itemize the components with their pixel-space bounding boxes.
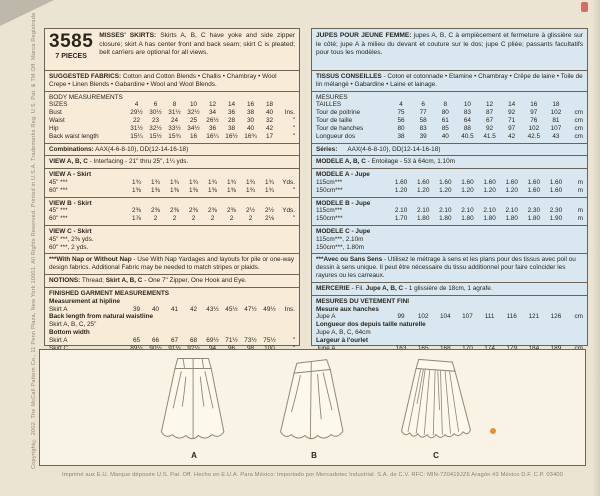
table-cell: 18 (552, 101, 560, 109)
view-c-line: 45" ***, 2⅜ yds. (49, 235, 94, 243)
table-cell: 42 (189, 305, 198, 313)
table-cell: 1¾ (246, 178, 255, 186)
table-cell: 2 (191, 215, 196, 223)
table-cell: 67 (486, 117, 494, 125)
table-cell: 97 (530, 109, 538, 117)
table-cell: 34½ (187, 124, 200, 132)
table-cell: 1.60 (549, 186, 563, 194)
table-cell: 104 (439, 313, 451, 321)
table-cell: 1⅜ (189, 186, 198, 194)
table-cell: 1¾ (227, 178, 236, 186)
table-cell: 23 (151, 117, 160, 125)
table-cell: 4 (134, 101, 139, 109)
table-cell: 71½ (225, 336, 238, 344)
paper-edge-shade (592, 0, 600, 496)
table-cell: 1.60 (483, 178, 496, 186)
table-cell: 2.10 (416, 207, 430, 215)
modele-c-line: 115cm***, 2.10m (316, 235, 364, 243)
description-text-en: Skirts A, B, C have yoke and side zipper closure; skirt A has center front and back seam; skirt C is pleated; belt carriers are optional for all views. (99, 32, 295, 57)
table-cell: 40.5 (461, 132, 474, 140)
table-cell: 1.90 (549, 215, 563, 223)
table-cell: 2.30 (527, 207, 541, 215)
table-cell: 2 (229, 215, 234, 223)
french-panel (311, 28, 588, 346)
table-cell: 1.60 (527, 178, 541, 186)
table-cell: 1.60 (505, 178, 518, 186)
table-cell: 30 (246, 117, 255, 125)
notions-section: NOTIONS: Thread; Skirt A, B, C - One 7" Zipper, One Hook and Eye. (45, 275, 299, 288)
table-cell: 80 (397, 124, 405, 132)
modele-c-section (312, 226, 587, 254)
table-cell: 16 (246, 101, 255, 109)
table-cell: 1¾ (189, 178, 198, 186)
bottom-width-label: Bottom width (49, 328, 90, 336)
view-a-title: VIEW A - Skirt (49, 171, 92, 179)
table-cell: 102 (417, 313, 429, 321)
table-cell: 1.60 (461, 178, 474, 186)
table-cell: 49½ (263, 305, 276, 313)
table-cell: 2⅜ (151, 207, 160, 215)
table-cell: 2⅛ (265, 215, 274, 223)
view-b-title: VIEW B - Skirt (49, 199, 92, 207)
table-cell: 2⅜ (189, 207, 198, 215)
table-cell: 1.60 (527, 186, 541, 194)
table-cell: 2.10 (505, 207, 518, 215)
table-cell: 1¾ (132, 178, 141, 186)
hipline-label: Measurement at hipline (49, 297, 121, 305)
mesures-section (312, 92, 587, 144)
table-cell: 1¾ (151, 178, 160, 186)
skirt-a-figure (144, 354, 244, 460)
photo-corner-shade (0, 0, 54, 26)
table-cell: 2.10 (461, 207, 474, 215)
table-cell: 85 (441, 124, 449, 132)
table-cell: 33½ (168, 124, 181, 132)
table-row-waist: Waist 22 23 24 25 26½ 28 30 32 " (49, 117, 295, 125)
table-cell: 32 (265, 117, 274, 125)
table-cell: 16¼ (206, 132, 219, 140)
table-cell: 43 (552, 132, 560, 140)
table-cell: 38 (227, 124, 236, 132)
longueur-dos-label: Longueur dos depuis taille naturelle (316, 321, 426, 329)
table-cell: 1⅜ (151, 186, 160, 194)
back-length-value: Skirt A, B, C, 25" (49, 321, 97, 329)
table-cell: 42.5 (527, 132, 541, 140)
table-row: 150cm*** 1.20 1.20 1.20 1.20 1.20 1.20 1.60 1.60 m (316, 186, 583, 194)
table-cell: 102 (528, 124, 540, 132)
table-cell: 1.60 (416, 178, 430, 186)
description-text-fr: jupes A, B, C à empiècement et fermeture à glissière sur le côté; jupe A à milieu du devant et couture sur le dos; jupe C pliée; passants facultatifs pour tous les modèles. (316, 32, 583, 57)
table-cell: 1.80 (416, 215, 430, 223)
skirt-b-figure (264, 356, 364, 460)
table-cell: 66 (151, 336, 160, 344)
table-cell: 16½ (225, 132, 238, 140)
table-cell: 2 (248, 215, 253, 223)
table-cell: 76 (530, 117, 538, 125)
table-cell: 1¾ (265, 178, 274, 186)
table-cell: 8 (443, 101, 448, 109)
table-cell: 22 (132, 117, 141, 125)
table-cell: 1⅜ (132, 186, 141, 194)
table-cell: 2 (210, 215, 215, 223)
table-cell: 65 (132, 336, 141, 344)
table-cell: 40 (246, 124, 255, 132)
table-cell: 31½ (130, 124, 143, 132)
table-cell: 2.10 (483, 207, 496, 215)
table-row: 45" *** 2⅜ 2⅜ 2⅜ 2⅜ 2⅜ 2⅜ 2½ 2½ Yds. (49, 207, 295, 215)
table-cell: 1.80 (461, 215, 474, 223)
table-cell: 1⅜ (170, 186, 179, 194)
body-measurements-section (45, 92, 299, 144)
skirt-c-label: C (433, 451, 439, 460)
table-cell: 69½ (206, 336, 219, 344)
table-cell: 17 (265, 132, 274, 140)
finished-title: FINISHED GARMENT MEASUREMENTS (49, 289, 170, 297)
table-cell: 14 (227, 101, 236, 109)
table-cell: 2⅜ (170, 207, 179, 215)
skirt-a-label: A (191, 451, 197, 460)
table-cell: 1.80 (505, 215, 518, 223)
table-cell: 1.60 (439, 178, 452, 186)
skirt-a-drawing (146, 354, 242, 450)
table-cell: 24 (170, 117, 179, 125)
table-row-width-a: Skirt A 65 66 67 68 69½ 71½ 73½ 75½ " (49, 336, 295, 344)
table-cell: 2.30 (549, 207, 563, 215)
table-cell: 1.20 (461, 186, 474, 194)
table-cell: 16¾ (244, 132, 257, 140)
table-cell: 4 (399, 101, 403, 109)
table-cell: 38 (246, 109, 255, 117)
table-row-back-waist: Back waist length 15¼ 15½ 15¾ 16 16¼ 16½ 16¾ 17 " (49, 132, 295, 140)
table-cell: 56 (397, 117, 405, 125)
table-cell: 15½ (149, 132, 162, 140)
hanches-label: Mesure aux hanches (316, 305, 379, 313)
table-cell: 1.20 (439, 186, 452, 194)
series-section: Séries: AAX(4-6-8-10), DD(12-14-16-18) (312, 144, 587, 157)
back-length-label: Back length from natural waistline (49, 313, 154, 321)
table-cell: 36 (227, 109, 236, 117)
table-cell: 121 (528, 313, 540, 321)
table-cell: 111 (484, 313, 495, 321)
tissus-conseilles-section: TISSUS CONSEILLES - Coton et cotonnade • Etamine • Chambray • Crêpe de laine • Toile de lin mélangé • Gabardine • Laine et lainage. (312, 71, 587, 92)
french-header (312, 29, 587, 71)
table-cell: 15¾ (168, 132, 181, 140)
skirt-b-label: B (311, 451, 317, 460)
interfacing-section: VIEW A, B, C - Interfacing - 21" thru 25", 1¼ yds. (45, 156, 299, 169)
table-cell: 1¾ (170, 178, 179, 186)
table-row-tailles: TAILLES 4 6 8 10 12 14 16 18 (316, 101, 583, 109)
table-cell: 1⅜ (208, 186, 217, 194)
table-cell: 31½ (168, 109, 181, 117)
table-cell: 116 (506, 313, 517, 321)
table-cell: 2 (153, 215, 158, 223)
skirt-c-drawing (386, 354, 486, 450)
view-c-yardage-section (45, 226, 299, 254)
table-cell: 107 (550, 124, 562, 132)
description-title-en: MISSES' SKIRTS: (99, 32, 157, 39)
table-cell: 2⅜ (208, 207, 217, 215)
table-cell: 1⅜ (227, 186, 236, 194)
table-cell: 1.70 (394, 215, 408, 223)
finished-measurements-section (45, 288, 299, 355)
modele-b-title: MODELE B - Jupe (316, 199, 371, 207)
body-measurements-title: BODY MEASUREMENTS (49, 93, 123, 101)
skirt-c-figure (386, 354, 486, 460)
table-cell: 1⅞ (132, 215, 141, 223)
table-cell: 71 (508, 117, 516, 125)
table-cell: 1.80 (483, 215, 496, 223)
table-cell: 6 (421, 101, 425, 109)
table-cell: 16 (189, 132, 198, 140)
table-cell: 68 (189, 336, 198, 344)
fabrics-text-en: Cotton and Cotton Blends • Challis • Chambray • Wool Crepe • Linen Blends • Gabardine • Wool and Wool Blends. (49, 73, 277, 88)
table-cell: 43½ (206, 305, 219, 313)
table-cell: 1¾ (265, 186, 274, 194)
table-cell: 41 (170, 305, 179, 313)
table-cell: 99 (397, 313, 405, 321)
table-cell: 28 (227, 117, 236, 125)
table-cell: 92 (508, 109, 516, 117)
fabrics-label-en: SUGGESTED FABRICS: (49, 73, 122, 80)
table-row-hanches-fini: Jupe A 99 102 104 107 111 116 121 126 cm (316, 313, 583, 321)
table-cell: 75 (397, 109, 405, 117)
copyright-side-text: Copyright© 2002. The McCall Pattern Co., 11 Penn Plaza, New York 10001. All Rights Reserved. Printed in U.S.A. Trademarks Reg. U.S. Pat. & TM Off. Marca Registrada (31, 12, 37, 470)
table-cell: 26½ (206, 117, 219, 125)
table-cell: 83 (419, 124, 427, 132)
table-row-bust: Bust 29½ 30½ 31½ 32½ 34 36 38 40 Ins. (49, 109, 295, 117)
table-cell: 80 (441, 109, 449, 117)
table-cell: 81 (552, 117, 560, 125)
table-cell: 12 (208, 101, 217, 109)
garment-description-fr (316, 32, 583, 68)
table-cell: 83 (463, 109, 471, 117)
table-cell: 92 (486, 124, 494, 132)
table-cell: 36 (208, 124, 217, 132)
orange-spot-mark (490, 428, 496, 434)
table-row-hanches: Tour de hanches 80 83 85 88 92 97 102 107 cm (316, 124, 583, 132)
view-a-yardage-section (45, 169, 299, 197)
table-row-longueur-dos: Longueur dos 38 39 40 40.5 41.5 42 42.5 43 cm (316, 132, 583, 140)
table-cell: 39 (419, 132, 427, 140)
table-cell: 126 (550, 313, 562, 321)
table-row: 60" *** 1⅜ 1⅜ 1⅜ 1⅜ 1⅜ 1⅜ 1¾ 1¾ " (49, 186, 295, 194)
red-corner-mark (581, 2, 588, 12)
table-cell: 2½ (265, 207, 274, 215)
pattern-number-block (49, 32, 93, 68)
view-c-title: VIEW C - Skirt (49, 228, 92, 235)
modele-c-line: 150cm***, 1.80m (316, 243, 364, 251)
table-cell: 1.60 (549, 178, 563, 186)
table-row-hipline: Skirt A 39 40 41 42 43½ 45½ 47½ 49½ Ins. (49, 305, 295, 313)
table-cell: 42 (508, 132, 516, 140)
table-cell: 73½ (244, 336, 257, 344)
table-cell: 1¾ (208, 178, 217, 186)
table-cell: 1.80 (527, 215, 541, 223)
table-cell: 18 (265, 101, 274, 109)
table-row: 150cm*** 1.70 1.80 1.80 1.80 1.80 1.80 1.80 1.90 m (316, 215, 583, 223)
table-cell: 47½ (244, 305, 257, 313)
table-cell: 88 (463, 124, 471, 132)
skirt-b-drawing (266, 356, 362, 450)
view-c-line: 60" ***, 2 yds. (49, 243, 89, 251)
table-cell: 1.60 (394, 178, 408, 186)
table-cell: 15¼ (130, 132, 143, 140)
table-cell: 32½ (187, 109, 200, 117)
sens-note-section: ***Avec ou Sans Sens - Utilisez le métrage à sens et les plans pour des tissus avec poil ou dessin à sens unique. Il peut être nécessaire du tissu additionnel pour faire coïncider les rayures ou les carreaux. (312, 254, 587, 282)
table-cell: 67 (170, 336, 179, 344)
table-row-sizes: SIZES 4 6 8 10 12 14 16 18 (49, 101, 295, 109)
table-cell: 38 (397, 132, 405, 140)
table-cell: 34 (208, 109, 217, 117)
table-row: 60" *** 1⅞ 2 2 2 2 2 2 2⅛ " (49, 215, 295, 223)
table-cell: 2⅜ (227, 207, 236, 215)
table-cell: 40 (441, 132, 449, 140)
pieces-count: 7 PIECES (55, 53, 87, 60)
table-cell: 29½ (130, 109, 143, 117)
table-cell: 2 (172, 215, 177, 223)
table-row-hip: Hip 31½ 32½ 33½ 34½ 36 38 40 42 " (49, 124, 295, 132)
ourlet-label: Largeur à l'ourlet (316, 336, 368, 344)
table-cell: 58 (419, 117, 427, 125)
table-cell: 32½ (149, 124, 162, 132)
table-cell: 1.20 (394, 186, 408, 194)
garment-description-en (99, 32, 295, 68)
table-cell: 45½ (225, 305, 238, 313)
table-cell: 8 (172, 101, 177, 109)
table-cell: 1.80 (439, 215, 452, 223)
line-drawings-panel (39, 349, 586, 466)
table-cell: 1.20 (505, 186, 518, 194)
table-cell: 10 (463, 101, 471, 109)
table-cell: 87 (486, 109, 494, 117)
table-cell: 77 (419, 109, 427, 117)
english-panel (44, 28, 300, 346)
table-cell: 1.20 (483, 186, 496, 194)
modele-a-title: MODELE A - Jupe (316, 171, 370, 179)
mesures-title: MESURES (316, 93, 348, 101)
pattern-number: 3585 (49, 31, 94, 52)
table-row-taille: Tour de taille 56 58 61 64 67 71 76 81 cm (316, 117, 583, 125)
table-cell: 39 (132, 305, 141, 313)
table-cell: 1.20 (416, 186, 430, 194)
table-row: 115cm*** 1.60 1.60 1.60 1.60 1.60 1.60 1.60 1.60 m (316, 178, 583, 186)
modele-a-section (312, 169, 587, 197)
table-cell: 2.10 (439, 207, 452, 215)
imprint-footer-text: Imprimé aux E.U. Marque déposée U.S. Pat. Off. Hecho en E.U.A. Para México: Importado por Mercadotec Industrial. S.A. de C.V. RFC: MIN-720419JZ6 Aragón #3 México D.F. C.P. 03400 (62, 472, 563, 478)
table-cell: 61 (441, 117, 449, 125)
mesures-fini-title: MESURES DU VETEMENT FINI (316, 297, 410, 305)
table-cell: 2⅜ (132, 207, 141, 215)
table-row: 45" *** 1¾ 1¾ 1¾ 1¾ 1¾ 1¾ 1¾ 1¾ Yds. (49, 178, 295, 186)
table-cell: 107 (462, 313, 473, 321)
mercerie-section: MERCERIE - Fil. Jupe A, B, C - 1 glissière de 18cm, 1 agrafe. (312, 283, 587, 296)
table-cell: 41.5 (483, 132, 496, 140)
table-cell: 102 (550, 109, 562, 117)
table-cell: 40 (265, 109, 274, 117)
table-cell: 16 (530, 101, 538, 109)
suggested-fabrics-section (45, 71, 299, 92)
table-cell: 6 (153, 101, 158, 109)
modele-c-title: MODELE C - Jupe (316, 228, 371, 235)
table-cell: 10 (189, 101, 198, 109)
table-cell: 2½ (246, 207, 255, 215)
view-b-yardage-section (45, 198, 299, 226)
table-cell: 25 (189, 117, 198, 125)
table-cell: 12 (486, 101, 494, 109)
table-cell: 97 (508, 124, 516, 132)
nap-note-section: ***With Nap or Without Nap - Use With Nap Yardages and layouts for pile or one-way design fabrics. Additional Fabric may be needed to match stripes or plaids. (45, 254, 299, 275)
table-cell: 42 (265, 124, 274, 132)
description-title-fr: JUPES POUR JEUNE FEMME: (316, 32, 412, 39)
longueur-dos-value: Jupe A, B, C, 64cm (316, 328, 371, 336)
table-row-poitrine: Tour de poitrine 75 77 80 83 87 92 97 102 cm (316, 109, 583, 117)
table-cell: 2.10 (394, 207, 408, 215)
english-header (45, 29, 299, 71)
table-cell: 30½ (149, 109, 162, 117)
modele-b-section (312, 198, 587, 226)
combinations-section: Combinations: AAX(4-6-8-10), DD(12-14-16-18) (45, 144, 299, 157)
table-cell: 14 (508, 101, 516, 109)
table-cell: 40 (151, 305, 160, 313)
entoilage-section: MODELE A, B, C - Entoilage - 53 à 64cm, 1.10m (312, 156, 587, 169)
table-cell: 75½ (263, 336, 276, 344)
table-cell: 1¾ (246, 186, 255, 194)
table-cell: 64 (463, 117, 471, 125)
table-row: 115cm*** 2.10 2.10 2.10 2.10 2.10 2.10 2.30 2.30 m (316, 207, 583, 215)
